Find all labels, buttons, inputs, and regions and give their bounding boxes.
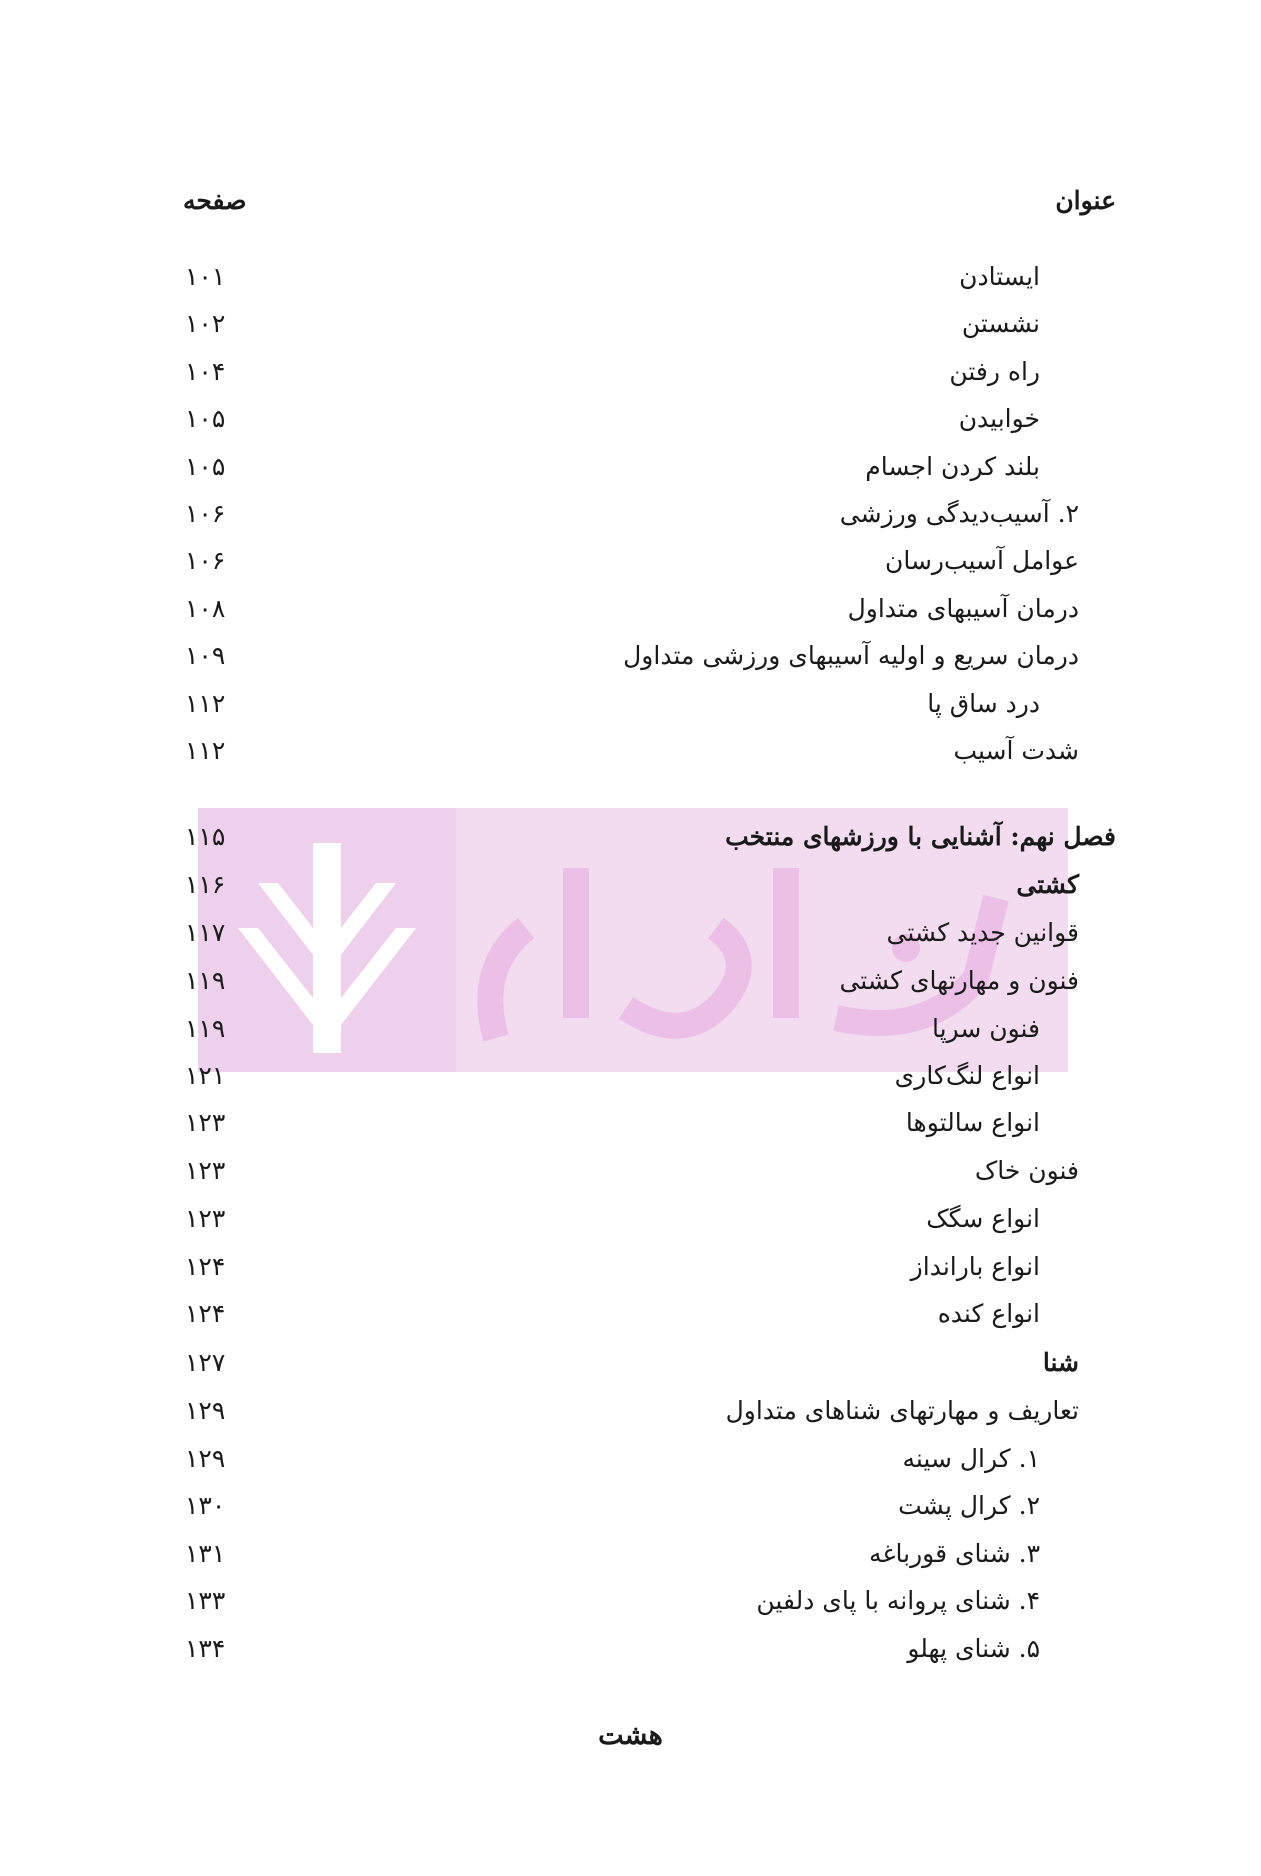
- toc-entry: [0, 1586, 1261, 1622]
- toc-entry-page: ۱۲۳: [185, 1108, 226, 1137]
- toc-entry-page: ۱۱۵: [185, 822, 226, 851]
- toc-entry-title: انواع بارانداز: [910, 1252, 1040, 1281]
- toc-entry: [0, 918, 1261, 954]
- toc-entry-page: ۱۰۴: [185, 357, 226, 386]
- toc-entry-page: ۱۱۹: [185, 1014, 226, 1043]
- toc-entry-title: خوابیدن: [958, 404, 1040, 433]
- toc-entry: [0, 546, 1261, 582]
- toc-entry-page: ۱۱۶: [185, 870, 226, 899]
- toc-entry: [0, 641, 1261, 677]
- toc-entry-page: ۱۱۹: [185, 966, 226, 995]
- toc-entry-title: راه رفتن: [949, 357, 1040, 386]
- toc-entry-title: ۴. شنای پروانه با پای دلفین: [756, 1586, 1040, 1615]
- toc-entry-title: شنا: [1042, 1348, 1079, 1377]
- toc-entry: [0, 499, 1261, 535]
- toc-entry-title: نشستن: [961, 309, 1040, 338]
- toc-entry: [0, 1252, 1261, 1288]
- toc-entry: [0, 1061, 1261, 1097]
- toc-entry-page: ۱۰۱: [185, 262, 226, 291]
- toc-entry-title: شدت آسیب: [953, 736, 1079, 765]
- toc-entry-title: فنون و مهارتهای کشتی: [839, 966, 1079, 995]
- toc-entry-title: فنون خاک: [974, 1156, 1079, 1185]
- toc-entry-title: ۲. کرال پشت: [898, 1491, 1040, 1520]
- toc-section-heading: [0, 1348, 1261, 1384]
- column-header-page: صفحه: [183, 186, 247, 215]
- toc-entry-title: قوانین جدید کشتی: [886, 918, 1079, 947]
- toc-entry-page: ۱۳۱: [185, 1539, 226, 1568]
- toc-entry-title: فصل نهم: آشنایی با ورزشهای منتخب: [725, 822, 1116, 851]
- toc-entry-page: ۱۱۲: [185, 689, 226, 718]
- toc-entry-title: بلند کردن اجسام: [865, 452, 1040, 481]
- toc-entry: [0, 357, 1261, 393]
- toc-entry-title: درد ساق پا: [927, 689, 1040, 718]
- column-header-title: عنوان: [1055, 186, 1116, 215]
- toc-entry-title: ۳. شنای قورباغه: [869, 1539, 1040, 1568]
- toc-entry-page: ۱۰۶: [185, 546, 226, 575]
- toc-entry: [0, 452, 1261, 488]
- toc-entry-page: ۱۲۷: [185, 1348, 226, 1377]
- toc-entry: [0, 1204, 1261, 1240]
- toc-entry: [0, 1014, 1261, 1050]
- toc-entry-page: ۱۰۶: [185, 499, 226, 528]
- toc-entry-page: ۱۳۰: [185, 1491, 226, 1520]
- toc-entry-page: ۱۰۸: [185, 594, 226, 623]
- toc-entry-page: ۱۱۷: [185, 918, 226, 947]
- toc-entry-page: ۱۲۳: [185, 1156, 226, 1185]
- toc-entry: [0, 309, 1261, 345]
- toc-entry-page: ۱۲۴: [185, 1252, 226, 1281]
- toc-entry-title: تعاریف و مهارتهای شناهای متداول: [725, 1396, 1079, 1425]
- toc-entry-page: ۱۳۴: [185, 1634, 226, 1663]
- toc-entry-title: ۱. کرال سینه: [902, 1444, 1040, 1473]
- toc-entry: [0, 1396, 1261, 1432]
- toc-entry-page: ۱۲۱: [185, 1061, 226, 1090]
- toc-entry-page: ۱۲۹: [185, 1396, 226, 1425]
- toc-entry-title: عوامل آسیب‌رسان: [884, 546, 1079, 575]
- toc-entry-title: انواع سگک: [926, 1204, 1040, 1233]
- toc-entry-page: ۱۲۳: [185, 1204, 226, 1233]
- toc-entry-title: ۲. آسیب‌دیدگی ورزشی: [839, 499, 1079, 528]
- toc-entry-page: ۱۰۵: [185, 452, 226, 481]
- toc-entry-title: انواع سالتوها: [905, 1108, 1040, 1137]
- toc-entry: [0, 1491, 1261, 1527]
- toc-entry-title: ایستادن: [959, 262, 1040, 291]
- toc-entry-title: درمان آسیبهای متداول: [847, 594, 1079, 623]
- toc-entry: [0, 1634, 1261, 1670]
- toc-section-heading: [0, 870, 1261, 906]
- toc-entry: [0, 1539, 1261, 1575]
- toc-entry: [0, 689, 1261, 725]
- toc-entry-title: کشتی: [1016, 870, 1079, 899]
- toc-entry-page: ۱۰۵: [185, 404, 226, 433]
- page-number-footer: هشت: [598, 1720, 663, 1751]
- toc-entry-page: ۱۲۹: [185, 1444, 226, 1473]
- toc-entry-title: ۵. شنای پهلو: [907, 1634, 1040, 1663]
- toc-entry-page: ۱۲۴: [185, 1299, 226, 1328]
- toc-entry: [0, 1108, 1261, 1144]
- toc-chapter-heading: [0, 822, 1261, 858]
- toc-entry: [0, 966, 1261, 1002]
- toc-entry-page: ۱۳۳: [185, 1586, 226, 1615]
- toc-entry: [0, 404, 1261, 440]
- toc-entry-title: انواع لنگ‌کاری: [894, 1061, 1040, 1090]
- toc-entry: [0, 594, 1261, 630]
- toc-entry: [0, 736, 1261, 772]
- toc-entry-title: فنون سرپا: [931, 1014, 1040, 1043]
- toc-entry-title: درمان سریع و اولیه آسیبهای ورزشی متداول: [623, 641, 1079, 670]
- toc-entry: [0, 1299, 1261, 1335]
- toc-entry-page: ۱۰۲: [185, 309, 226, 338]
- toc-entry: [0, 262, 1261, 298]
- toc-entry-page: ۱۱۲: [185, 736, 226, 765]
- toc-entry-page: ۱۰۹: [185, 641, 226, 670]
- toc-entry-title: انواع کنده: [937, 1299, 1040, 1328]
- toc-entry: [0, 1444, 1261, 1480]
- toc-entry: [0, 1156, 1261, 1192]
